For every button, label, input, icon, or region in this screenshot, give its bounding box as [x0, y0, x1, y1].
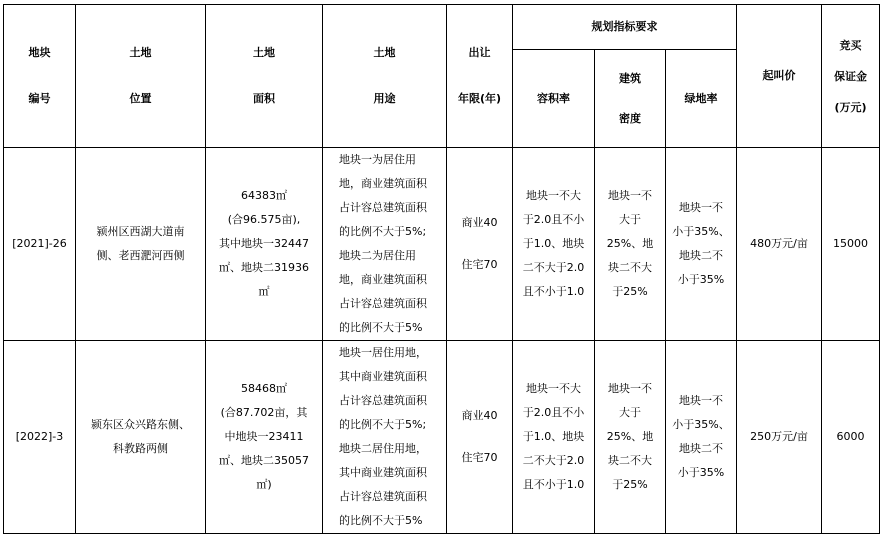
- header-density: [595, 50, 666, 148]
- far-line: 于2.0且不小: [522, 213, 585, 226]
- deposit-cell: 15000: [822, 148, 880, 341]
- density-line: 25%、地: [606, 430, 654, 443]
- density-cell: [595, 341, 666, 534]
- use-line: 其中商业建筑面积: [339, 466, 427, 479]
- use-cell: [323, 341, 447, 534]
- green-line: 地块二不: [679, 249, 723, 262]
- far-line: 且不小于1.0: [522, 478, 585, 491]
- use-cell: [323, 148, 447, 341]
- header-use: [323, 5, 447, 148]
- density-line: 于25%: [612, 478, 648, 491]
- far-line: 于1.0、地块: [522, 237, 585, 250]
- use-line: 的比例不大于5%: [339, 514, 423, 527]
- green-line: 小于35%: [677, 466, 725, 479]
- area-line: (合96.575亩),: [227, 213, 301, 226]
- area-line: 其中地块一32447: [219, 237, 309, 250]
- term-cell: [447, 341, 513, 534]
- far-line: 二不大于2.0: [522, 261, 585, 274]
- area-line: 中地块一23411: [224, 430, 304, 443]
- far-line: 且不小于1.0: [522, 285, 585, 298]
- header-area: [206, 5, 323, 148]
- area-line: ㎡、地块二35057: [219, 454, 309, 467]
- green-line: 小于35%、: [672, 225, 730, 238]
- location-cell: [76, 148, 206, 341]
- area-line: 58468㎡: [241, 382, 287, 395]
- density-line: 大于: [619, 406, 641, 419]
- header-use-line1: 土地: [373, 46, 396, 59]
- parcel-no-cell: [2021]-26: [4, 148, 76, 341]
- far-cell: [513, 148, 595, 341]
- term-line: 商业40: [461, 216, 498, 229]
- use-line: 地块二居住用地，: [339, 442, 427, 455]
- green-line: 小于35%、: [672, 418, 730, 431]
- header-parcel-no-line1: 地块: [28, 46, 51, 59]
- header-use-line2: 用途: [373, 92, 396, 105]
- area-cell: [206, 341, 323, 534]
- area-line: ㎡: [258, 285, 270, 298]
- far-line: 二不大于2.0: [522, 454, 585, 467]
- density-cell: [595, 148, 666, 341]
- location-line: 科教路两侧: [113, 442, 168, 455]
- header-start-price: 起叫价: [737, 5, 822, 148]
- use-line: 占计容总建筑面积: [339, 297, 427, 310]
- header-term-line2: 年限(年): [457, 92, 502, 105]
- use-line: 地块一为居住用: [339, 153, 416, 166]
- header-parcel-no: [4, 5, 76, 148]
- header-deposit-line2: 保证金: [834, 69, 868, 83]
- table-row: [4, 148, 880, 341]
- area-line: ㎡、地块二31936: [219, 261, 309, 274]
- green-line: 地块一不: [679, 201, 723, 214]
- far-line: 地块一不大: [526, 189, 581, 202]
- density-line: 于25%: [612, 285, 648, 298]
- green-line: 小于35%: [677, 273, 725, 286]
- green-cell: [666, 341, 737, 534]
- location-line: 颍州区西湖大道南: [96, 225, 185, 238]
- header-far: 容积率: [513, 50, 595, 148]
- location-line: 侧、老西淝河西侧: [96, 249, 185, 262]
- far-cell: [513, 341, 595, 534]
- header-term: [447, 5, 513, 148]
- location-cell: [76, 341, 206, 534]
- use-line: 的比例不大于5%;: [339, 225, 427, 238]
- density-line: 25%、地: [606, 237, 654, 250]
- density-line: 大于: [619, 213, 641, 226]
- header-location-line2: 位置: [129, 92, 152, 105]
- header-area-line1: 土地: [253, 46, 275, 59]
- far-line: 地块一不大: [526, 382, 581, 395]
- green-line: 地块二不: [679, 442, 723, 455]
- term-cell: [447, 148, 513, 341]
- term-line: 商业40: [461, 409, 498, 422]
- header-density-line1: 建筑: [619, 71, 641, 85]
- area-line: (合87.702亩，其: [220, 406, 308, 419]
- use-line: 其中商业建筑面积: [339, 370, 427, 383]
- far-line: 于1.0、地块: [522, 430, 585, 443]
- use-line: 占计容总建筑面积: [339, 490, 427, 503]
- use-line: 地，商业建筑面积: [339, 177, 427, 190]
- header-deposit: [822, 5, 880, 148]
- start-price-cell: 250万元/亩: [737, 341, 822, 534]
- density-line: 块二不大: [608, 261, 652, 274]
- deposit-cell: 6000: [822, 341, 880, 534]
- header-location: [76, 5, 206, 148]
- parcel-no-cell: [2022]-3: [4, 341, 76, 534]
- location-line: 颍东区众兴路东侧、: [91, 418, 190, 431]
- green-cell: [666, 148, 737, 341]
- header-density-line2: 密度: [619, 111, 641, 125]
- header-green: 绿地率: [666, 50, 737, 148]
- header-deposit-line1: 竞买: [839, 38, 862, 52]
- header-parcel-no-line2: 编号: [28, 92, 51, 105]
- use-line: 占计容总建筑面积: [339, 201, 427, 214]
- density-line: 地块一不: [608, 382, 652, 395]
- use-line: 地块一居住用地，: [339, 346, 427, 359]
- use-line: 的比例不大于5%;: [339, 418, 427, 431]
- density-line: 块二不大: [608, 454, 652, 467]
- use-line: 地，商业建筑面积: [339, 273, 427, 286]
- use-line: 占计容总建筑面积: [339, 394, 427, 407]
- use-line: 地块二为居住用: [339, 249, 416, 262]
- header-deposit-line3: (万元): [834, 100, 867, 114]
- green-line: 地块一不: [679, 394, 723, 407]
- land-auction-table: [3, 4, 880, 534]
- header-location-line1: 土地: [129, 46, 152, 59]
- area-line: 64383㎡: [241, 189, 287, 202]
- term-line: 住宅70: [461, 451, 498, 464]
- density-line: 地块一不: [608, 189, 652, 202]
- header-area-line2: 面积: [253, 92, 275, 105]
- header-planning: 规划指标要求: [513, 5, 737, 50]
- area-cell: [206, 148, 323, 341]
- far-line: 于2.0且不小: [522, 406, 585, 419]
- start-price-cell: 480万元/亩: [737, 148, 822, 341]
- table-row: [4, 341, 880, 534]
- header-term-line1: 出让: [468, 46, 491, 59]
- use-line: 的比例不大于5%: [339, 321, 423, 334]
- area-line: ㎡): [256, 478, 272, 491]
- term-line: 住宅70: [461, 258, 498, 271]
